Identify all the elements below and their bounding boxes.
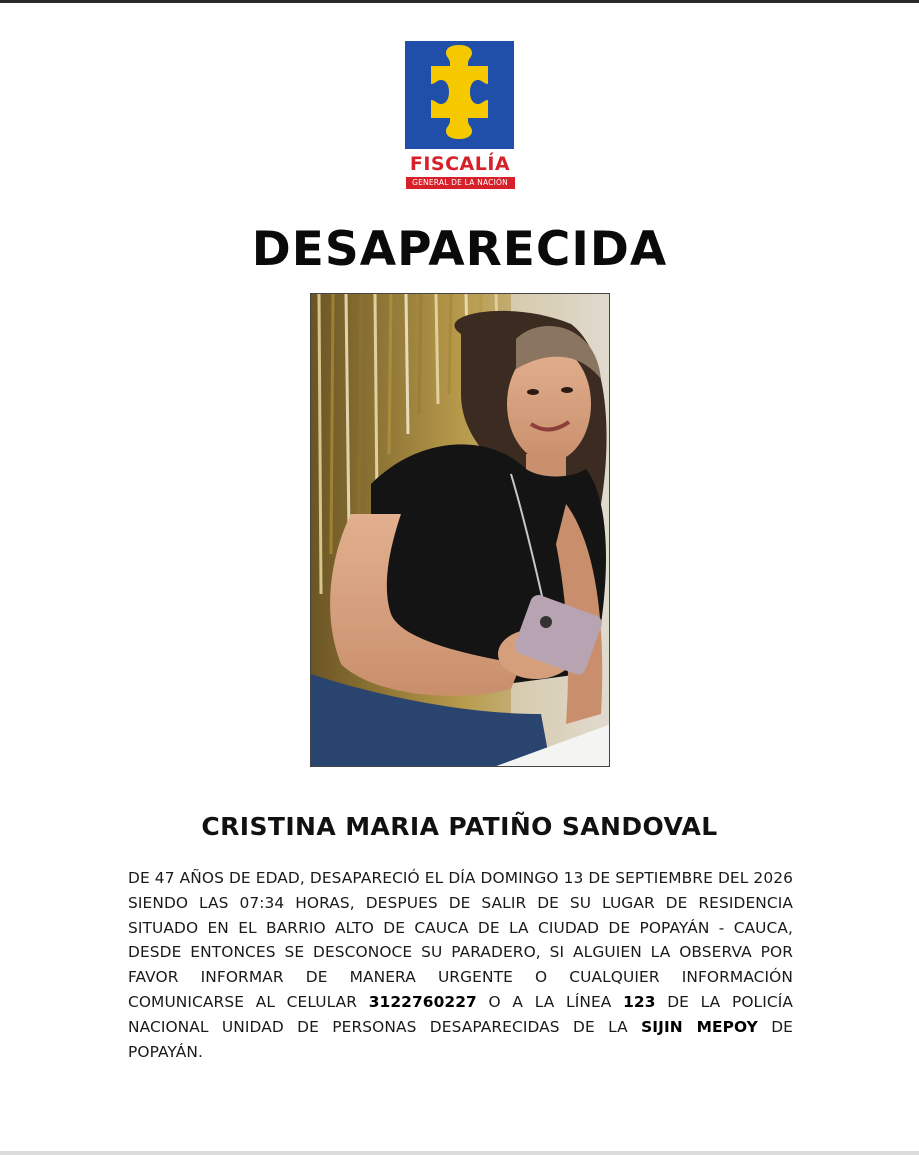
puzzle-piece-icon [405, 41, 514, 149]
logo-subtitle: GENERAL DE LA NACIÓN [406, 177, 515, 189]
top-border [0, 0, 919, 3]
bottom-border [0, 1151, 919, 1155]
police-unit: SIJIN MEPOY [641, 1017, 758, 1036]
missing-person-details [128, 866, 793, 1064]
missing-person-photo [310, 293, 610, 767]
contact-phone: 3122760227 [368, 992, 477, 1011]
logo-name: FISCALÍA [409, 153, 511, 175]
fiscalia-logo [405, 41, 515, 189]
details-text-2: O A LA LÍNEA [476, 992, 624, 1011]
headline-desaparecida: DESAPARECIDA [251, 222, 668, 277]
missing-person-name: CRISTINA MARIA PATIÑO SANDOVAL [201, 812, 718, 841]
details-text-1: DE 47 AÑOS DE EDAD, DESAPARECIÓ EL DÍA DOMINGO 13 DE SEPTIEMBRE DEL 2026 SIENDO LAS 07:34 HORAS, DESPUES DE SALIR DE SU LUGAR DE RESIDENCIA SITUADO EN EL BARRIO ALTO DE CAUCA DE LA CIUDAD DE POPAYÁN - CAUCA, DESDE ENTONCES SE DESCONOCE SU PARADERO, SI ALGUIEN LA OBSERVA POR FAVOR INFORMAR DE MANERA URGENTE O CUALQUIER INFORMACIÓN COMUNICARSE AL CELULAR [128, 869, 793, 1011]
emergency-line: 123 [623, 992, 656, 1011]
details-text-3: DE LA POLICÍA NACIONAL UNIDAD DE PERSONAS DESAPARECIDAS DE LA [128, 992, 793, 1036]
details-text-4: DE POPAYÁN. [128, 1017, 793, 1061]
